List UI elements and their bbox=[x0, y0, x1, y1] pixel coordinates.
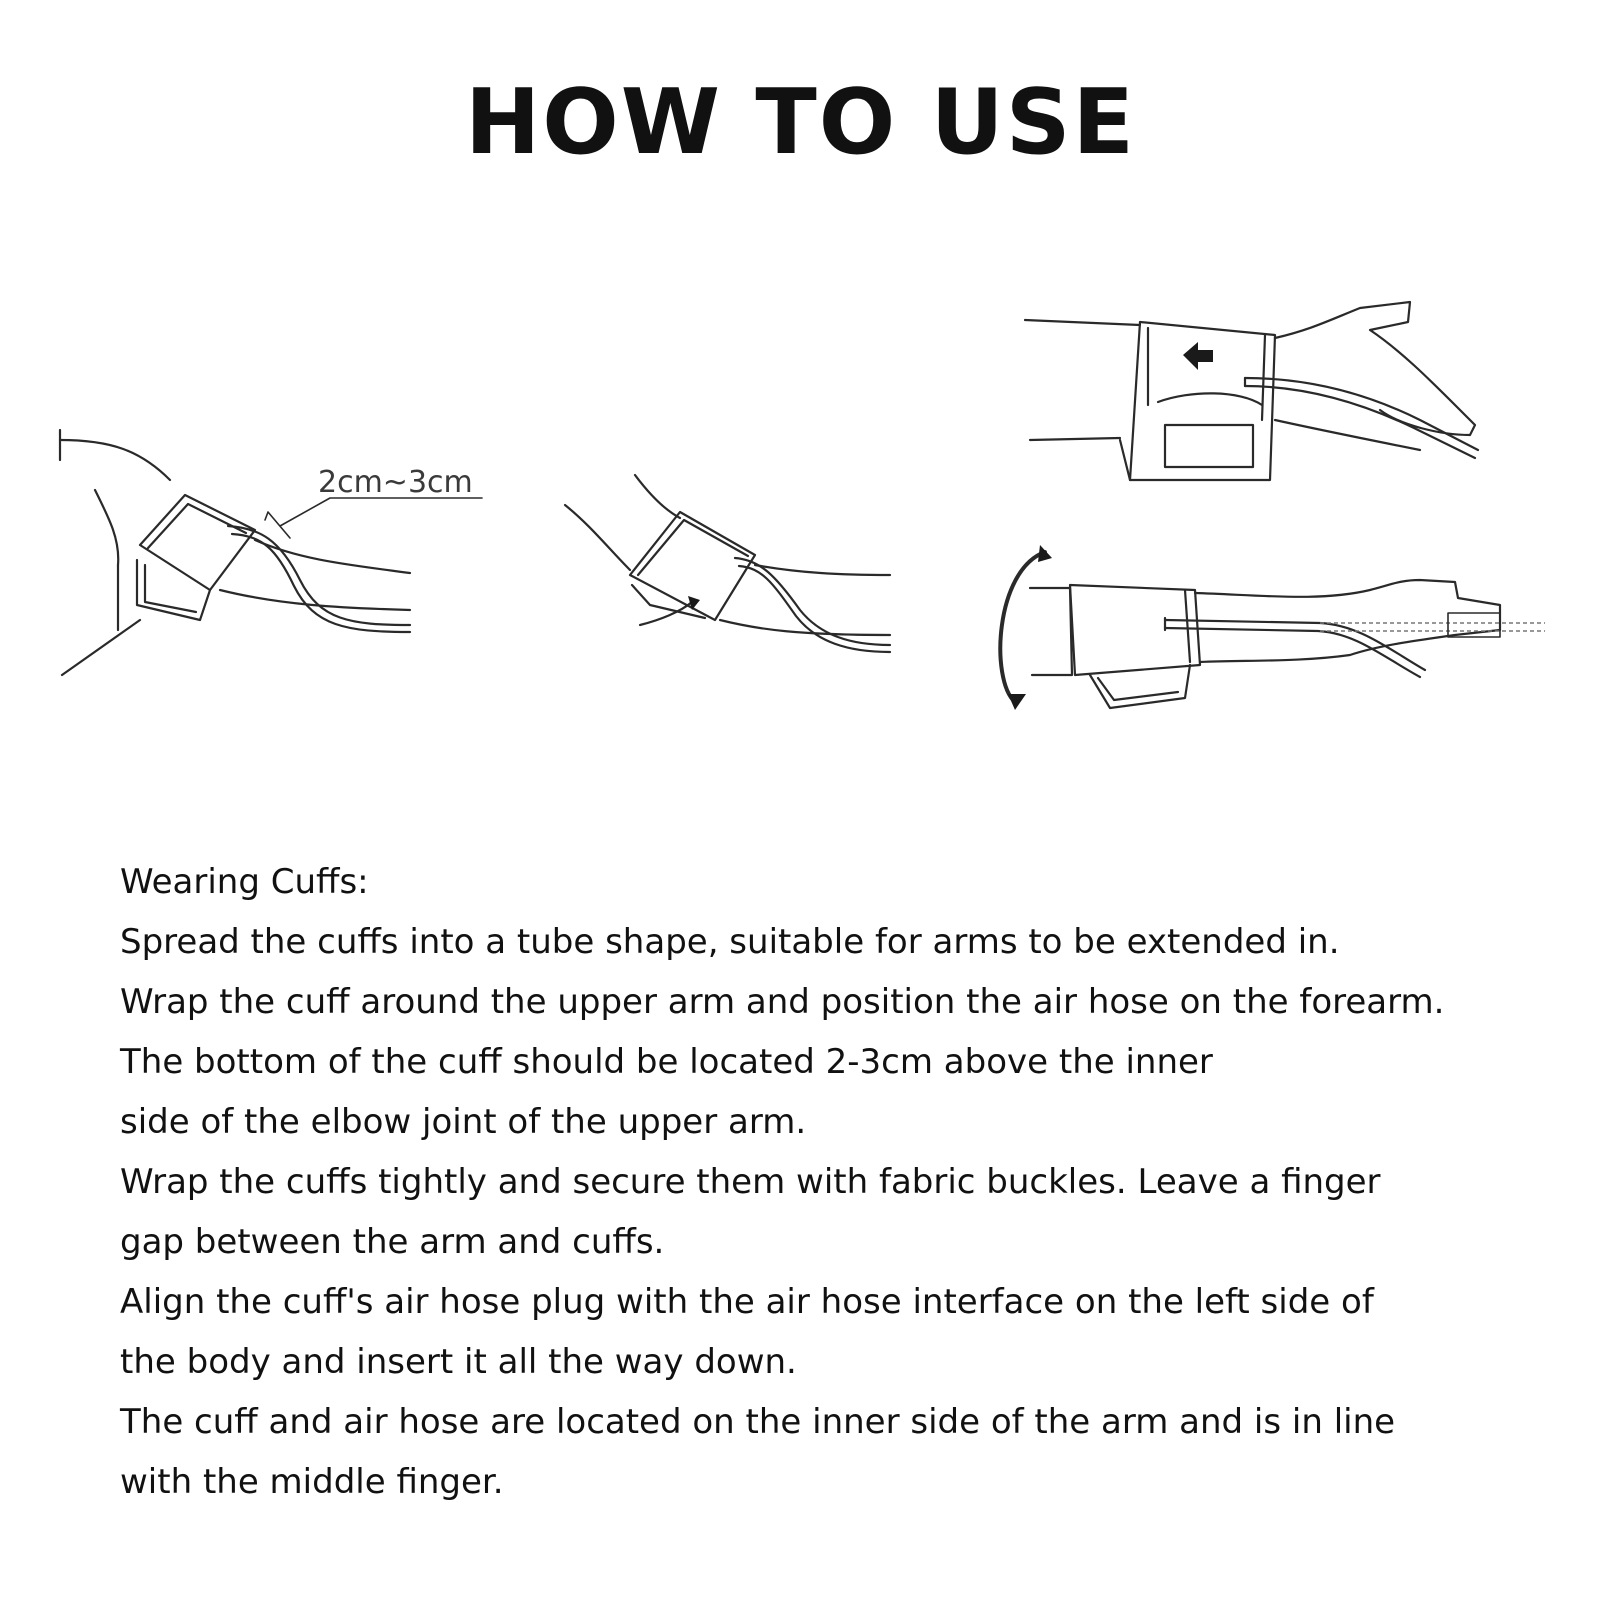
cuff-wrapping-icon bbox=[565, 475, 890, 652]
illustrations-svg bbox=[0, 290, 1601, 760]
page-title: HOW TO USE bbox=[464, 70, 1137, 175]
illustrations-panel bbox=[0, 290, 1601, 760]
instruction-line: Spread the cuffs into a tube shape, suitable for arms to be extended in. bbox=[120, 922, 1340, 962]
instruction-line: The bottom of the cuff should be located 2-3cm above the inner bbox=[120, 1042, 1213, 1082]
instruction-line: the body and insert it all the way down. bbox=[120, 1342, 797, 1382]
instruction-line: with the middle finger. bbox=[120, 1462, 504, 1502]
cuff-rotation-icon bbox=[1000, 545, 1545, 710]
instruction-line: Wrap the cuffs tightly and secure them with fabric buckles. Leave a finger bbox=[120, 1162, 1381, 1202]
instruction-line: The cuff and air hose are located on the inner side of the arm and is in line bbox=[120, 1402, 1396, 1442]
cuff-arrow-direction-icon bbox=[1025, 302, 1478, 480]
instruction-line: gap between the arm and cuffs. bbox=[120, 1222, 665, 1262]
instruction-line: Align the cuff's air hose plug with the air hose interface on the left side of bbox=[120, 1282, 1374, 1322]
instruction-line: Wrap the cuff around the upper arm and position the air hose on the forearm. bbox=[120, 982, 1445, 1022]
measurement-label: 2cm~3cm bbox=[318, 465, 473, 500]
instructions-text bbox=[120, 852, 1540, 1512]
instruction-line: side of the elbow joint of the upper arm. bbox=[120, 1102, 807, 1142]
arm-with-cuff-icon bbox=[60, 430, 482, 675]
instructions-heading: Wearing Cuffs: bbox=[120, 862, 369, 902]
